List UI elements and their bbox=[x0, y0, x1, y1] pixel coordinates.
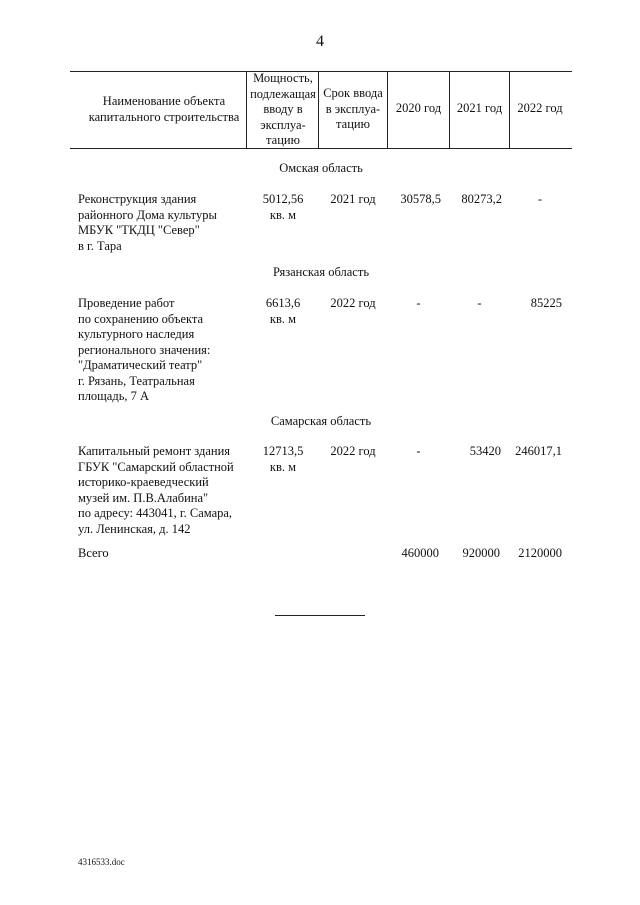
value-2022: 85225 bbox=[530, 296, 562, 310]
region-heading: Рязанская область bbox=[272, 265, 370, 279]
header-2022: 2022 год bbox=[517, 101, 563, 115]
header-term: Срок ввода в эксплуа-тацию bbox=[323, 86, 383, 131]
value-2020: - bbox=[416, 296, 421, 310]
total-2021: 920000 bbox=[462, 546, 500, 560]
object-name: Реконструкция здания районного Дома культуры МБУК "ТКДЦ "Север" в г. Тара bbox=[78, 192, 217, 253]
header-divider bbox=[246, 72, 247, 148]
region-heading: Самарская область bbox=[270, 414, 372, 428]
header-2021: 2021 год bbox=[456, 101, 503, 115]
file-code: 4316533.doc bbox=[78, 857, 125, 867]
object-capacity: 6613,6 кв. м bbox=[265, 296, 301, 326]
object-name: Капитальный ремонт здания ГБУК "Самарский областной историко-краеведческий музей им. П.В.Алабина" по адресу: 443041, г. Самара, ул. Ленинская, д. 142 bbox=[78, 444, 234, 536]
value-2021: 80273,2 bbox=[461, 192, 502, 206]
object-term: 2021 год bbox=[330, 192, 376, 206]
object-name: Проведение работ по сохранению объекта культурного наследия регионального значения: "Драматический театр" г. Рязань, Театральная площадь, 7 А bbox=[78, 296, 211, 403]
value-2020: 30578,5 bbox=[400, 192, 441, 206]
object-capacity: 12713,5 кв. м bbox=[262, 444, 304, 474]
total-2020: 460000 bbox=[401, 546, 439, 560]
table-header-bottom-rule bbox=[70, 148, 572, 149]
end-separator bbox=[275, 615, 365, 616]
value-2021: 53420 bbox=[469, 444, 501, 458]
total-2022: 2120000 bbox=[518, 546, 562, 560]
table-top-rule bbox=[70, 71, 572, 72]
value-2021: - bbox=[477, 296, 482, 310]
object-capacity: 5012,56 кв. м bbox=[262, 192, 304, 222]
total-label: Всего bbox=[78, 546, 109, 560]
value-2020: - bbox=[416, 444, 421, 458]
header-capacity: Мощность, подлежащая вводу в эксплуа-тацию bbox=[250, 71, 316, 147]
header-divider bbox=[318, 72, 319, 148]
region-heading: Омская область bbox=[279, 161, 363, 175]
object-term: 2022 год bbox=[330, 296, 376, 310]
value-2022: - bbox=[537, 192, 543, 206]
value-2022: 246017,1 bbox=[515, 444, 562, 458]
page-number: 4 bbox=[316, 33, 324, 50]
object-term: 2022 год bbox=[330, 444, 376, 458]
header-name: Наименование объекта капитального строительства bbox=[88, 94, 240, 124]
header-2020: 2020 год bbox=[395, 101, 442, 115]
